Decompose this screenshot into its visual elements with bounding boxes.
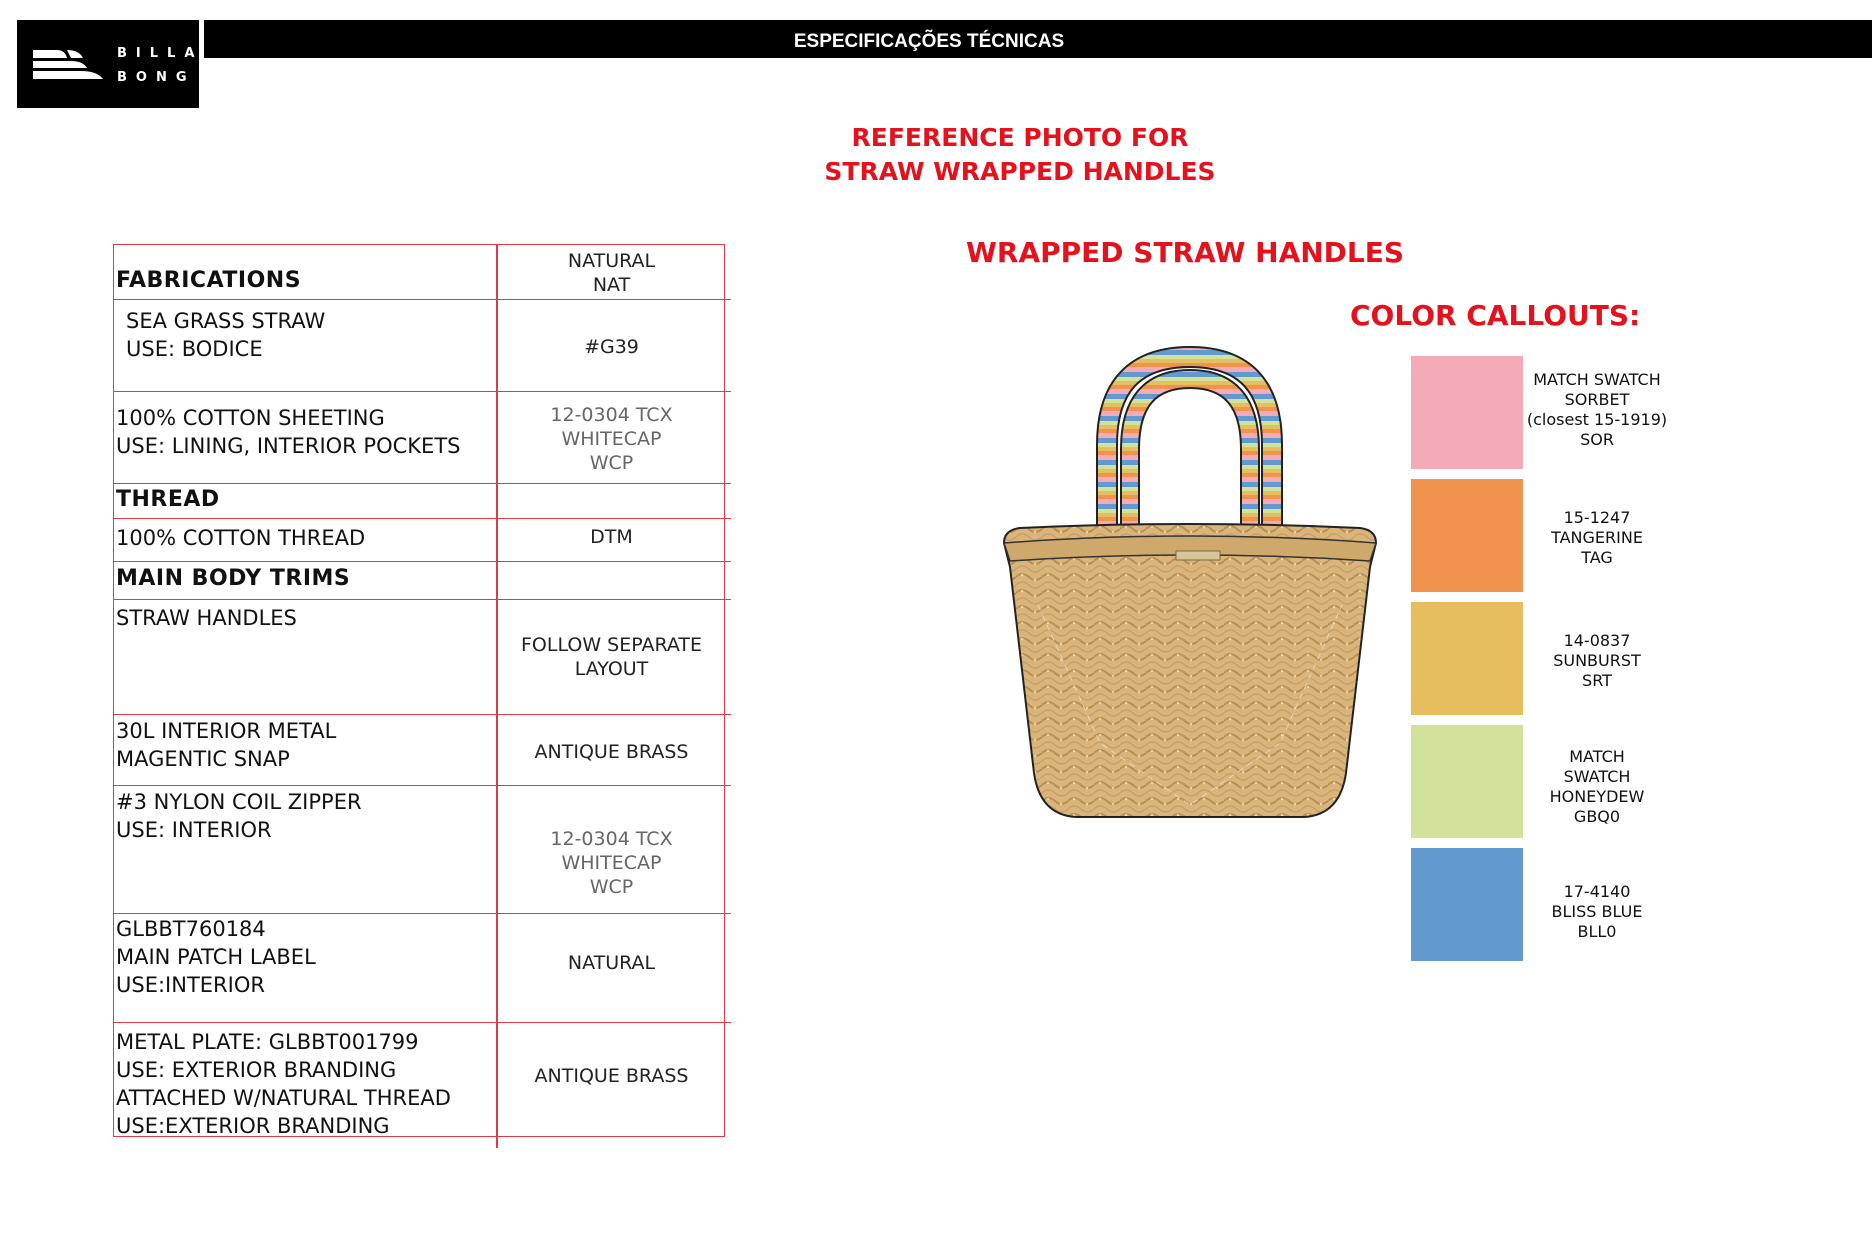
reference-title-line1: REFERENCE PHOTO FOR: [851, 123, 1189, 152]
spec-section-heading: MAIN BODY TRIMS: [116, 566, 351, 591]
spec-item-value: NATURAL NAT: [567, 250, 656, 296]
color-swatch: [1411, 848, 1523, 961]
spec-item-label: GLBBT760184 MAIN PATCH LABEL USE:INTERIOR: [116, 917, 316, 997]
wave-logo-icon: [31, 46, 105, 82]
spec-item-value: ANTIQUE BRASS: [534, 1065, 689, 1087]
reference-photo-title: [700, 121, 1340, 189]
color-swatch: [1411, 479, 1523, 592]
spec-item-value: ANTIQUE BRASS: [534, 741, 689, 763]
color-callouts-title: COLOR CALLOUTS:: [1350, 299, 1641, 332]
color-swatch: [1411, 602, 1523, 715]
spec-item-value: #G39: [584, 336, 639, 358]
wrapped-straw-handles-title: WRAPPED STRAW HANDLES: [966, 236, 1405, 269]
color-swatch-label: 15-1247 TANGERINE TAG: [1551, 508, 1643, 567]
spec-row: [114, 391, 731, 484]
spec-item-label: #3 NYLON COIL ZIPPER USE: INTERIOR: [116, 790, 362, 842]
color-swatch: [1411, 356, 1523, 469]
header-bar: [204, 20, 1872, 58]
spec-item-label: STRAW HANDLES: [116, 606, 297, 630]
spec-row: [114, 518, 731, 562]
spec-row: [114, 913, 731, 1023]
straw-bag-illustration: [990, 345, 1410, 845]
color-swatch-label: 14-0837 SUNBURST SRT: [1553, 631, 1641, 690]
spec-row: [114, 561, 731, 600]
spec-item-value: 12-0304 TCX WHITECAP WCP: [550, 404, 673, 474]
spec-item-value: 12-0304 TCX WHITECAP WCP: [550, 828, 673, 898]
logo-wordmark: BILLA BONG: [117, 46, 204, 85]
spec-row: [114, 785, 731, 914]
spec-item-label: SEA GRASS STRAW USE: BODICE: [126, 309, 326, 361]
spec-section-heading: THREAD: [116, 487, 220, 512]
spec-item-value: NATURAL: [567, 952, 656, 974]
spec-item-label: 100% COTTON SHEETING USE: LINING, INTERIOR POCKETS: [116, 406, 461, 458]
spec-row: [114, 599, 731, 715]
spec-row: [114, 245, 731, 300]
spec-row: [114, 714, 731, 786]
spec-item-label: 30L INTERIOR METAL MAGENTIC SNAP: [116, 719, 337, 771]
color-swatch-label: MATCH SWATCH SORBET (closest 15-1919) SOR: [1526, 370, 1668, 449]
spec-item-value: DTM: [590, 526, 633, 548]
color-swatch-label: MATCH SWATCH HONEYDEW GBQ0: [1549, 747, 1645, 826]
spec-item-label: 100% COTTON THREAD: [116, 526, 366, 550]
spec-row: [114, 1022, 731, 1138]
billabong-logo: [17, 20, 204, 108]
page-title: ESPECIFICAÇÕES TÉCNICAS: [793, 31, 1065, 52]
spec-section-heading: FABRICATIONS: [116, 268, 302, 293]
color-swatch: [1411, 725, 1523, 838]
reference-title-line2: STRAW WRAPPED HANDLES: [824, 157, 1216, 186]
spec-row: [114, 299, 731, 392]
spec-row: [114, 483, 731, 519]
spec-item-value: FOLLOW SEPARATE LAYOUT: [520, 634, 703, 680]
spec-item-label: METAL PLATE: GLBBT001799 USE: EXTERIOR BRANDING ATTACHED W/NATURAL THREAD USE:EXTERIOR BRANDING: [116, 1030, 451, 1138]
color-swatch-label: 17-4140 BLISS BLUE BLL0: [1551, 882, 1643, 941]
specification-table: [113, 244, 725, 1137]
